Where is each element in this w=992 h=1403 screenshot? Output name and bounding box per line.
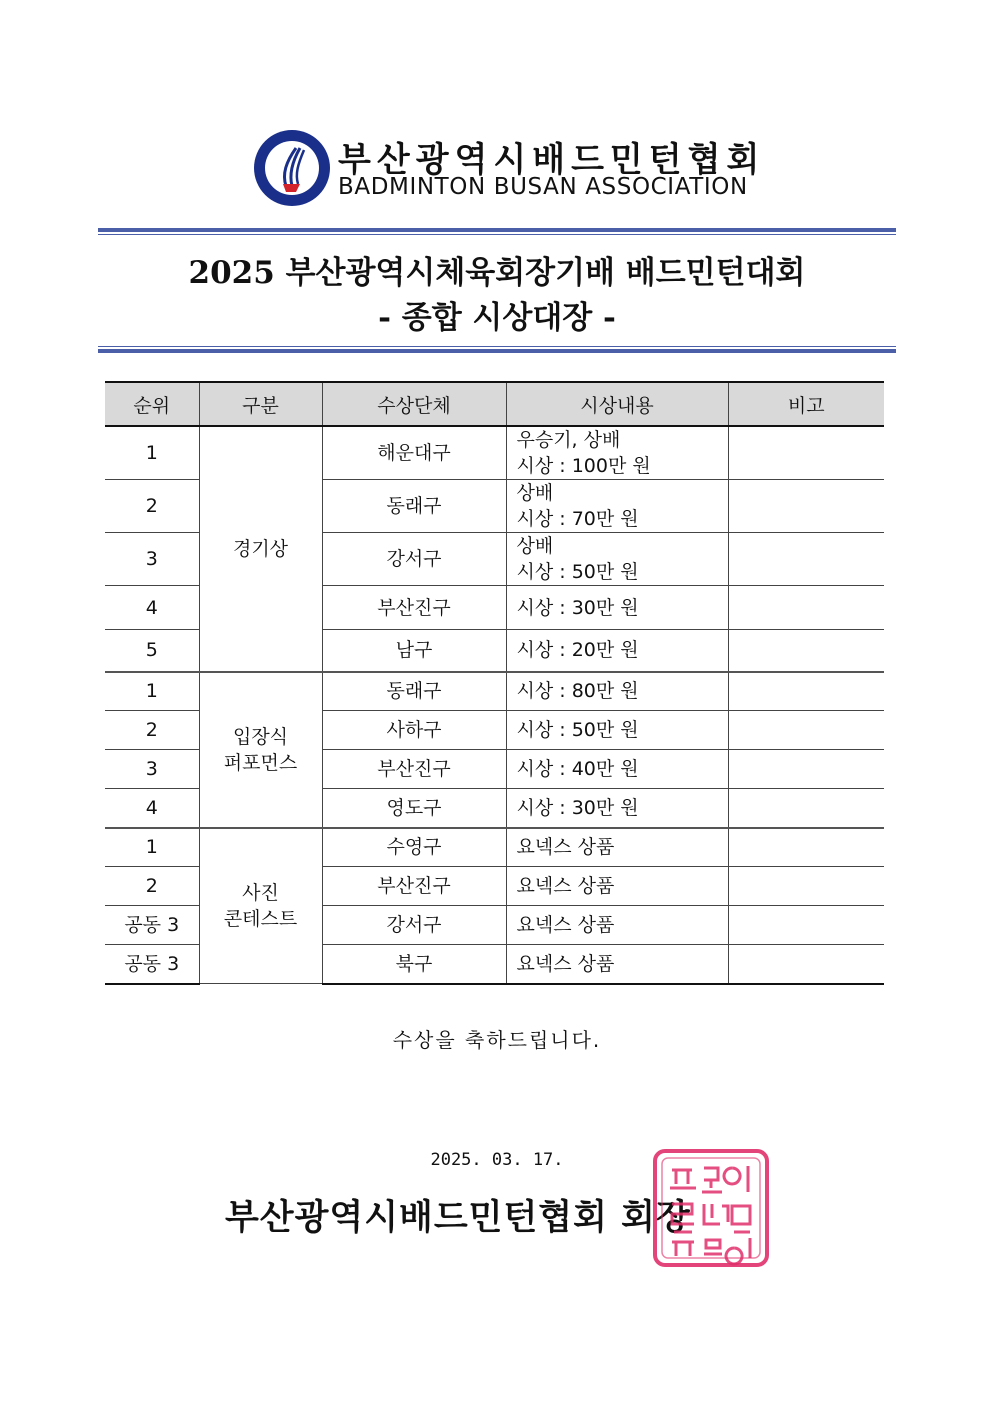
award-cell: 시상 : 50만 원 (506, 711, 728, 750)
rank-cell: 공동 3 (105, 945, 199, 984)
rank-cell: 1 (105, 828, 199, 867)
note-cell (728, 533, 884, 586)
category-label: 입장식 (232, 725, 289, 748)
rank-cell: 3 (105, 750, 199, 789)
rank-cell: 4 (105, 789, 199, 828)
document-title: 2025 부산광역시체육회장기배 배드민턴대회 (188, 255, 806, 291)
note-cell (728, 789, 884, 828)
award-cell: 요넥스 상품 (506, 945, 728, 984)
team-cell: 해운대구 (322, 426, 506, 480)
team-cell: 부산진구 (322, 867, 506, 906)
note-cell (728, 480, 884, 533)
title-rule-top (98, 228, 896, 235)
award-cell (506, 480, 728, 533)
award-cell: 요넥스 상품 (506, 906, 728, 945)
award-cell: 시상 : 30만 원 (506, 789, 728, 828)
association-logo (252, 128, 766, 210)
rank-cell: 1 (105, 426, 199, 480)
award-cell (506, 426, 728, 480)
note-cell (728, 426, 884, 480)
column-header-note: 비고 (728, 382, 884, 426)
rank-cell: 1 (105, 672, 199, 711)
document-subtitle: - 종합 시상대장 - (378, 300, 616, 336)
team-cell: 남구 (322, 630, 506, 672)
table-row (105, 672, 884, 711)
rank-cell: 2 (105, 711, 199, 750)
column-header-award: 시상내용 (506, 382, 728, 426)
org-name-english: BADMINTON BUSAN ASSOCIATION (338, 174, 748, 200)
note-cell (728, 750, 884, 789)
rank-cell: 3 (105, 533, 199, 586)
issue-date: 2025. 03. 17. (430, 1150, 564, 1170)
column-header-category: 구분 (199, 382, 322, 426)
note-cell (728, 672, 884, 711)
rank-cell: 공동 3 (105, 906, 199, 945)
table-row (105, 828, 884, 867)
category-label: 퍼포먼스 (223, 751, 298, 774)
table-header-row (105, 382, 884, 426)
award-line: 시상 : 50만 원 (516, 561, 639, 583)
category-label: 사진 (242, 881, 279, 904)
team-cell: 부산진구 (322, 750, 506, 789)
team-cell: 수영구 (322, 828, 506, 867)
title-rule-bottom (98, 346, 896, 353)
category-cell (199, 828, 322, 984)
award-line: 우승기, 상배 (516, 429, 621, 451)
award-cell: 요넥스 상품 (506, 828, 728, 867)
awards-table (105, 381, 884, 985)
rank-cell: 4 (105, 586, 199, 630)
rank-cell: 5 (105, 630, 199, 672)
signatory: 부산광역시배드민턴협회 회장 (225, 1198, 691, 1238)
team-cell: 영도구 (322, 789, 506, 828)
award-line: 상배 (516, 535, 554, 557)
team-cell: 강서구 (322, 906, 506, 945)
award-cell: 시상 : 30만 원 (506, 586, 728, 630)
table-row (105, 426, 884, 480)
note-cell (728, 828, 884, 867)
team-cell: 동래구 (322, 480, 506, 533)
team-cell: 강서구 (322, 533, 506, 586)
category-cell (199, 672, 322, 828)
category-cell (199, 426, 322, 672)
note-cell (728, 711, 884, 750)
column-header-rank: 순위 (105, 382, 199, 426)
award-line: 시상 : 70만 원 (516, 508, 639, 530)
association-emblem-icon (252, 128, 332, 208)
congratulations-message: 수상을 축하드립니다. (392, 1028, 602, 1052)
note-cell (728, 586, 884, 630)
rank-cell: 2 (105, 480, 199, 533)
column-header-team: 수상단체 (322, 382, 506, 426)
official-seal-icon (652, 1148, 770, 1268)
note-cell (728, 867, 884, 906)
note-cell (728, 945, 884, 984)
award-line: 시상 : 100만 원 (516, 455, 651, 477)
org-name-korean: 부산광역시배드민턴협회 (338, 140, 766, 180)
team-cell: 북구 (322, 945, 506, 984)
category-label: 콘테스트 (223, 907, 298, 930)
team-cell: 부산진구 (322, 586, 506, 630)
award-cell: 시상 : 80만 원 (506, 672, 728, 711)
award-cell: 시상 : 40만 원 (506, 750, 728, 789)
note-cell (728, 906, 884, 945)
category-label: 경기상 (232, 537, 289, 560)
award-line: 상배 (516, 482, 554, 504)
note-cell (728, 630, 884, 672)
award-cell (506, 533, 728, 586)
team-cell: 동래구 (322, 672, 506, 711)
team-cell: 사하구 (322, 711, 506, 750)
rank-cell: 2 (105, 867, 199, 906)
award-cell: 시상 : 20만 원 (506, 630, 728, 672)
award-cell: 요넥스 상품 (506, 867, 728, 906)
